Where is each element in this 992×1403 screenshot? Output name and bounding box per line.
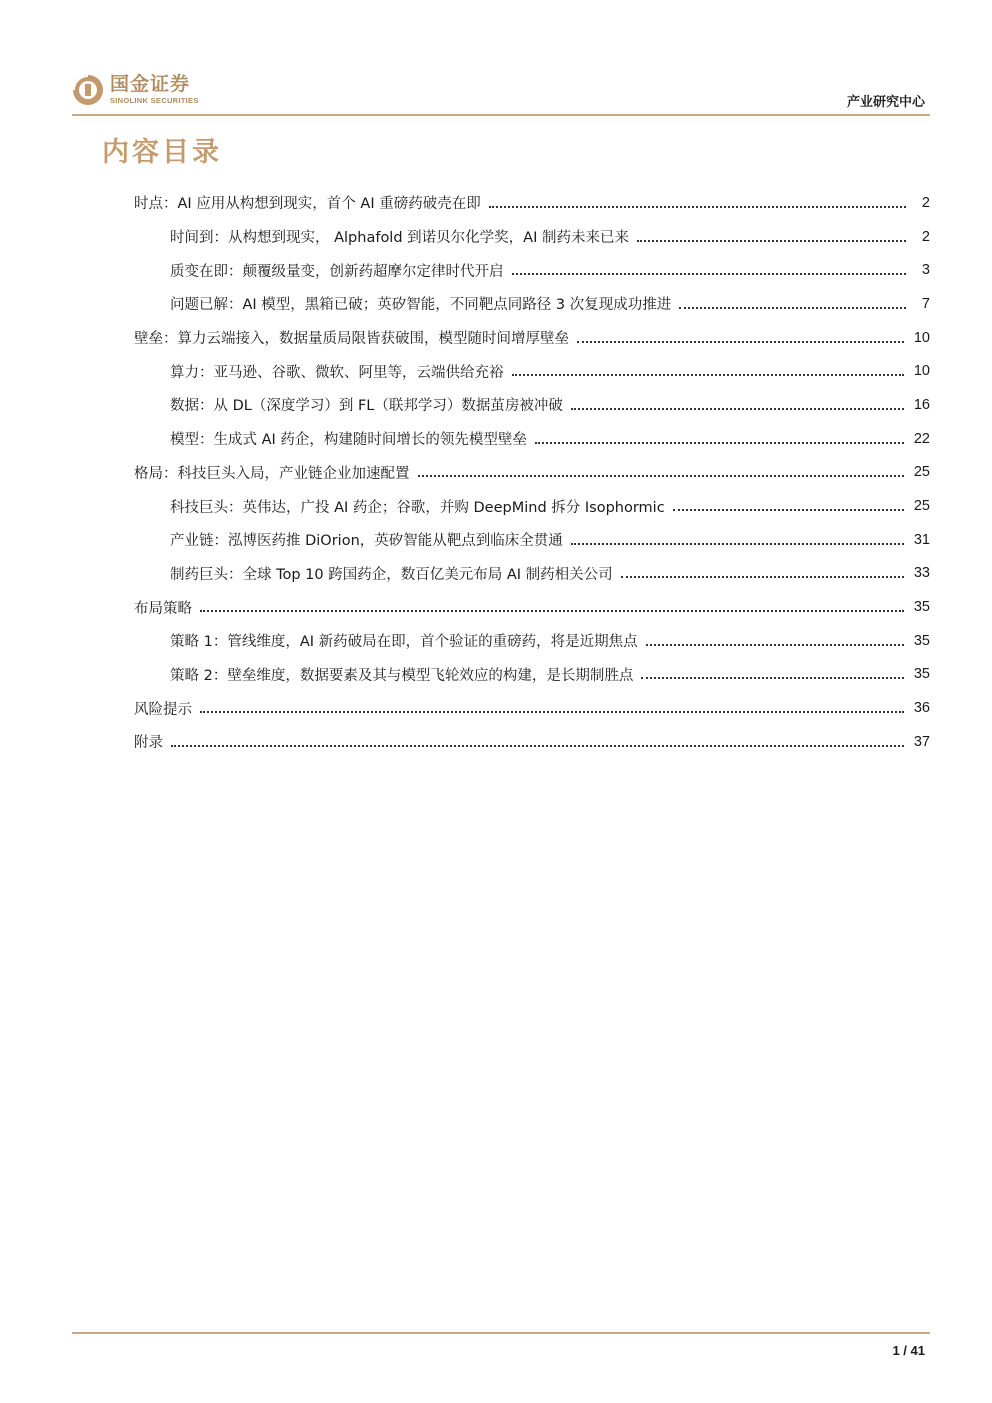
toc-entry-text: 附录 (134, 735, 163, 752)
toc-dot-leader (535, 442, 904, 444)
toc-entry-text: 格局：科技巨头入局，产业链企业加速配置 (134, 465, 410, 482)
toc-entry-text: 产业链：泓博医药推 DiOrion，英矽智能从靶点到临床全贯通 (170, 533, 563, 550)
table-of-contents (134, 186, 930, 759)
company-logo (72, 72, 199, 108)
toc-dot-leader (637, 240, 906, 242)
toc-entry[interactable] (134, 557, 930, 591)
toc-entry-text: 质变在即：颠覆级量变，创新药超摩尔定律时代开启 (170, 263, 504, 280)
toc-dot-leader (571, 408, 904, 410)
toc-entry-page: 25 (913, 464, 930, 481)
toc-entry-text: 模型：生成式 AI 药企，构建随时间增长的领先模型壁垒 (170, 432, 527, 449)
toc-entry-page: 35 (913, 599, 930, 616)
page-indicator: 1 / 41 (892, 1343, 925, 1358)
toc-entry-page: 3 (921, 262, 930, 279)
toc-dot-leader (200, 711, 904, 713)
toc-dot-leader (200, 610, 904, 612)
toc-entry-text: 策略 2：壁垒维度，数据要素及其与模型飞轮效应的构建，是长期制胜点 (170, 667, 634, 684)
logo-chinese-name: 国金证券 (110, 73, 191, 96)
toc-entry[interactable] (134, 725, 930, 759)
toc-entry[interactable] (134, 590, 930, 624)
toc-entry[interactable] (134, 220, 930, 254)
toc-entry-text: 时点：AI 应用从构想到现实，首个 AI 重磅药破壳在即 (134, 196, 481, 213)
toc-entry-text: 制药巨头：全球 Top 10 跨国药企，数百亿美元布局 AI 制药相关公司 (170, 566, 613, 583)
toc-entry-page: 2 (921, 228, 930, 245)
toc-entry[interactable] (134, 388, 930, 422)
toc-entry-text: 布局策略 (134, 600, 192, 617)
logo-english-name: SINOLINK SECURITIES (110, 96, 199, 106)
toc-entry[interactable] (134, 253, 930, 287)
toc-title: 内容目录 (102, 137, 222, 168)
toc-entry-page: 10 (913, 329, 930, 346)
toc-dot-leader (621, 576, 904, 578)
toc-entry[interactable] (134, 523, 930, 557)
toc-entry-page: 35 (913, 666, 930, 683)
toc-dot-leader (171, 745, 904, 747)
toc-dot-leader (418, 475, 904, 477)
toc-dot-leader (489, 206, 906, 208)
toc-dot-leader (512, 374, 904, 376)
toc-entry[interactable] (134, 186, 930, 220)
toc-entry-text: 科技巨头：英伟达，广投 AI 药企；谷歌，并购 DeepMind 拆分 Isophormic (170, 499, 665, 516)
toc-entry-page: 16 (913, 396, 930, 413)
toc-entry[interactable] (134, 691, 930, 725)
toc-entry-text: 壁垒：算力云端接入，数据量质局限皆获破围，模型随时间增厚壁垒 (134, 331, 569, 348)
toc-entry[interactable] (134, 354, 930, 388)
toc-dot-leader (679, 307, 906, 309)
toc-entry-page: 35 (913, 632, 930, 649)
toc-entry[interactable] (134, 489, 930, 523)
toc-dot-leader (577, 341, 904, 343)
toc-entry-text: 策略 1：管线维度，AI 新药破局在即，首个验证的重磅药，将是近期焦点 (170, 634, 638, 651)
toc-entry-page: 36 (913, 700, 930, 717)
department-label: 产业研究中心 (846, 95, 925, 110)
toc-entry[interactable] (134, 422, 930, 456)
toc-entry[interactable] (134, 456, 930, 490)
toc-entry-page: 10 (913, 363, 930, 380)
toc-entry-text: 算力：亚马逊、谷歌、微软、阿里等，云端供给充裕 (170, 364, 504, 381)
toc-entry-text: 风险提示 (134, 701, 192, 718)
toc-dot-leader (673, 509, 904, 511)
toc-dot-leader (646, 644, 904, 646)
toc-entry[interactable] (134, 287, 930, 321)
toc-entry-page: 37 (913, 733, 930, 750)
toc-entry-text: 时间到：从构想到现实， Alphafold 到诺贝尔化学奖，AI 制药未来已来 (170, 230, 629, 247)
toc-entry-text: 问题已解：AI 模型，黑箱已破；英矽智能，不同靶点同路径 3 次复现成功推进 (170, 297, 672, 314)
toc-entry[interactable] (134, 321, 930, 355)
header-divider (72, 114, 930, 116)
toc-entry[interactable] (134, 658, 930, 692)
toc-entry-page: 33 (913, 565, 930, 582)
toc-entry-text: 数据：从 DL（深度学习）到 FL（联邦学习）数据茧房被冲破 (170, 398, 563, 415)
toc-entry-page: 7 (921, 295, 930, 312)
toc-entry-page: 22 (913, 430, 930, 447)
toc-entry-page: 2 (921, 194, 930, 211)
toc-entry[interactable] (134, 624, 930, 658)
toc-dot-leader (571, 543, 904, 545)
toc-entry-page: 25 (913, 498, 930, 515)
toc-dot-leader (641, 677, 904, 679)
toc-entry-page: 31 (913, 531, 930, 548)
footer-divider (72, 1332, 930, 1334)
sinolink-logo-icon (72, 74, 104, 106)
toc-dot-leader (512, 273, 907, 275)
